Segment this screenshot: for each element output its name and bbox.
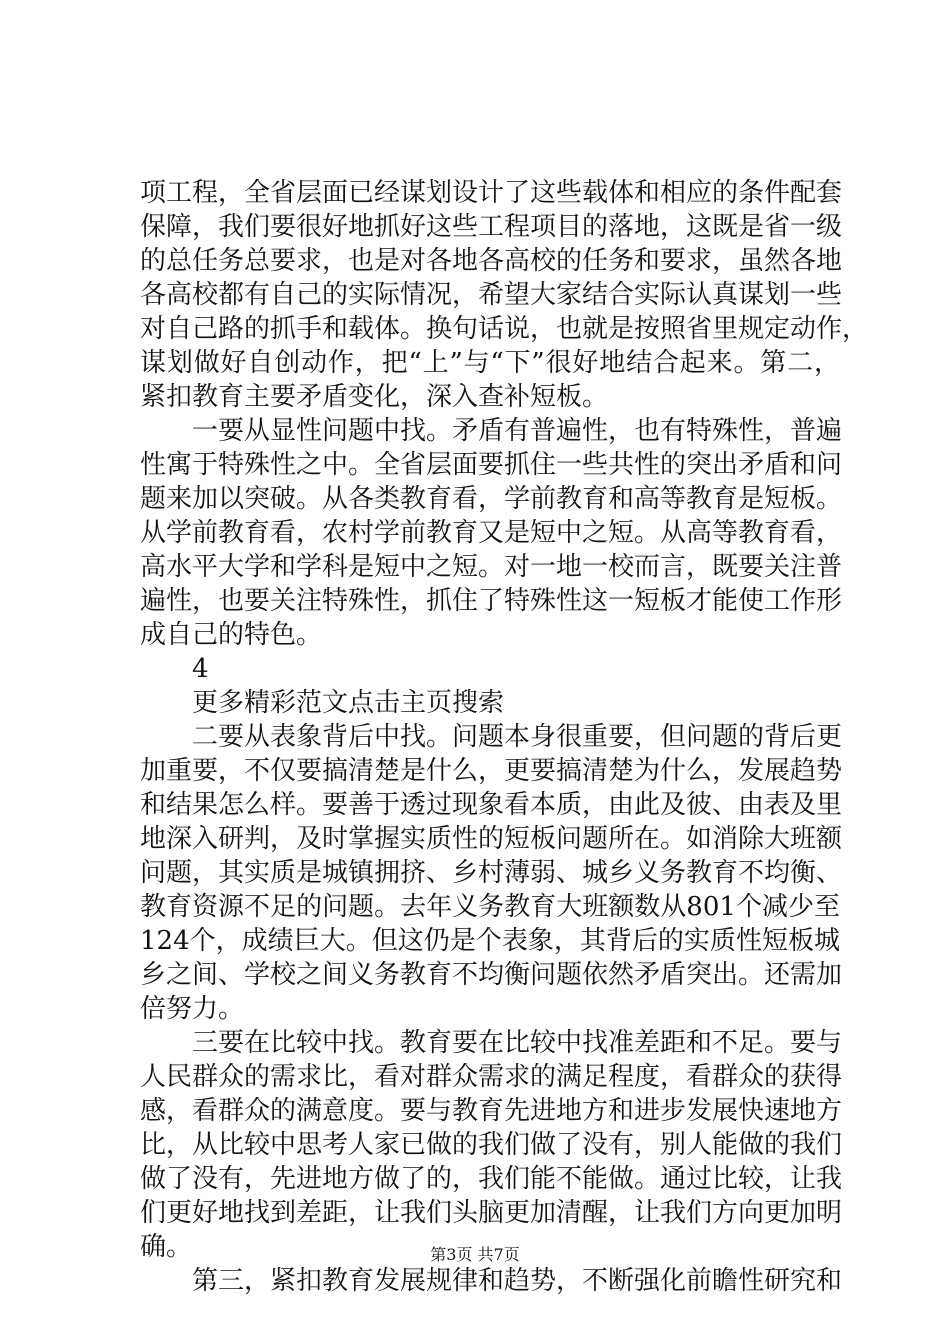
document-body [140, 176, 869, 1298]
text-line: 们更好地找到差距，让我们头脑更加清醒，让我们方向更加明 [140, 1198, 843, 1228]
paragraph-first-line: 二要从表象背后中找。问题本身很重要，但问题的背后更 [192, 722, 843, 752]
text-line: 的总任务总要求，也是对各地各高校的任务和要求，虽然各地 [140, 246, 843, 276]
paragraph-first-line: 第三，紧扣教育发展规律和趋势，不断强化前瞻性研究和 [192, 1266, 843, 1296]
text-line: 对自己路的抓手和载体。换句话说，也就是按照省里规定动作， [140, 314, 869, 344]
text-line: 和结果怎么样。要善于透过现象看本质，由此及彼、由表及里 [140, 790, 843, 820]
text-line: 地深入研判，及时掌握实质性的短板问题所在。如消除大班额 [140, 824, 843, 854]
text-line: 保障，我们要很好地抓好这些工程项目的落地，这既是省一级 [140, 212, 843, 242]
text-line: 从学前教育看，农村学前教育又是短中之短。从高等教育看， [140, 518, 843, 548]
text-line: 遍性，也要关注特殊性，抓住了特殊性这一短板才能使工作形 [140, 586, 843, 616]
text-line: 谋划做好自创动作，把“上”与“下”很好地结合起来。第二， [140, 348, 840, 378]
paragraph-first-line: 一要从显性问题中找。矛盾有普遍性，也有特殊性，普遍 [192, 416, 843, 446]
text-line: 乡之间、学校之间义务教育不均衡问题依然矛盾突出。还需加 [140, 960, 843, 990]
text-line: 各高校都有自己的实际情况，希望大家结合实际认真谋划一些 [140, 280, 843, 310]
promo-text: 更多精彩范文点击主页搜索 [192, 688, 505, 718]
text-line: 人民群众的需求比，看对群众需求的满足程度，看群众的获得 [140, 1062, 843, 1092]
text-line: 项工程，全省层面已经谋划设计了这些载体和相应的条件配套 [140, 178, 843, 208]
text-line: 性寓于特殊性之中。全省层面要抓住一些共性的突出矛盾和问 [140, 450, 843, 480]
text-line: 题来加以突破。从各类教育看，学前教育和高等教育是短板。 [140, 484, 843, 514]
inline-page-number: 4 [192, 654, 209, 684]
text-line: 加重要，不仅要搞清楚是什么，更要搞清楚为什么，发展趋势 [140, 756, 843, 786]
text-line: 教育资源不足的问题。去年义务教育大班额数从801个减少至 [140, 892, 840, 922]
text-line: 比，从比较中思考人家已做的我们做了没有，别人能做的我们 [140, 1130, 843, 1160]
page-footer: 第3页 共7页 [430, 1245, 520, 1264]
text-line: 倍努力。 [140, 994, 245, 1024]
text-line: 问题，其实质是城镇拥挤、乡村薄弱、城乡义务教育不均衡、 [140, 858, 843, 888]
text-line: 确。 [140, 1232, 193, 1262]
text-line: 做了没有，先进地方做了的，我们能不能做。通过比较，让我 [140, 1164, 843, 1194]
text-line: 紧扣教育主要矛盾变化，深入查补短板。 [140, 382, 609, 412]
text-line: 成自己的特色。 [140, 620, 323, 650]
text-line: 124个，成绩巨大。但这仍是个表象，其背后的实质性短板城 [140, 926, 840, 956]
text-line: 高水平大学和学科是短中之短。对一地一校而言，既要关注普 [140, 552, 843, 582]
text-line: 感，看群众的满意度。要与教育先进地方和进步发展快速地方 [140, 1096, 843, 1126]
paragraph-first-line: 三要在比较中找。教育要在比较中找准差距和不足。要与 [192, 1028, 843, 1058]
